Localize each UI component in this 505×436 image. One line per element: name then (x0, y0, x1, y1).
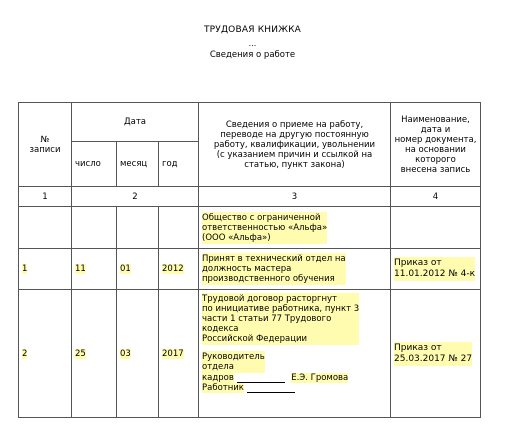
column-number-1: 1 (19, 187, 72, 207)
row-document: Приказ от 25.03.2017 № 27 (394, 342, 473, 364)
dismissal-text: Трудовой договор расторгнут по инициативе работника, пункт 3 части 1 статьи 77 Трудового кодекса Российской Федерации (202, 294, 360, 344)
row-info: Принят в технический отдел на должность мастера производственного обучения (202, 254, 346, 284)
row-number: 1 (22, 264, 28, 274)
row-month: 03 (120, 348, 131, 359)
row-document: Приказ от 11.01.2012 № 4-к (394, 258, 476, 279)
document-subtitle: Сведения о работе (209, 50, 296, 60)
ellipsis-text: ... (248, 39, 257, 48)
row-day: 11 (75, 264, 86, 274)
table-row (19, 290, 481, 418)
signature-line (237, 382, 285, 383)
worker-signature-line (247, 392, 295, 393)
signature-name: Е.Э. Громова (291, 373, 349, 383)
column-number-row (19, 187, 481, 207)
header-day: число (72, 142, 117, 187)
row-year: 2012 (162, 264, 184, 274)
header-date: Дата (72, 103, 199, 142)
worker-label: Работник (202, 383, 244, 393)
row-month: 01 (120, 264, 131, 274)
column-number-4: 4 (391, 187, 481, 207)
table-row (19, 249, 481, 290)
header-document: Наименование, дата и номер документа, на основании которого внесена запись (391, 103, 481, 187)
header-month: месяц (117, 142, 159, 187)
row-year: 2017 (162, 348, 184, 359)
header-row-1 (19, 103, 481, 142)
row-number: 2 (22, 348, 28, 359)
company-row (19, 207, 481, 249)
header-record-number: № записи (19, 103, 72, 187)
header-info: Сведения о приеме на работу, переводе на другую постоянную работу, квалификации, увольнении (с указанием причин и ссылкой на статью, пункт закона) (199, 103, 391, 187)
signature-prefix: кадров (202, 373, 234, 383)
work-record-table (18, 102, 481, 418)
company-name: Общество с ограниченной ответственностью «Альфа» (ООО «Альфа») (202, 212, 328, 243)
column-number-2: 2 (72, 187, 199, 207)
column-number-3: 3 (199, 187, 391, 207)
document-title: ТРУДОВАЯ КНИЖКА (203, 25, 302, 35)
row-day: 25 (75, 348, 86, 359)
header-year: год (159, 142, 199, 187)
signature-head-label: Руководитель отдела (202, 352, 265, 372)
